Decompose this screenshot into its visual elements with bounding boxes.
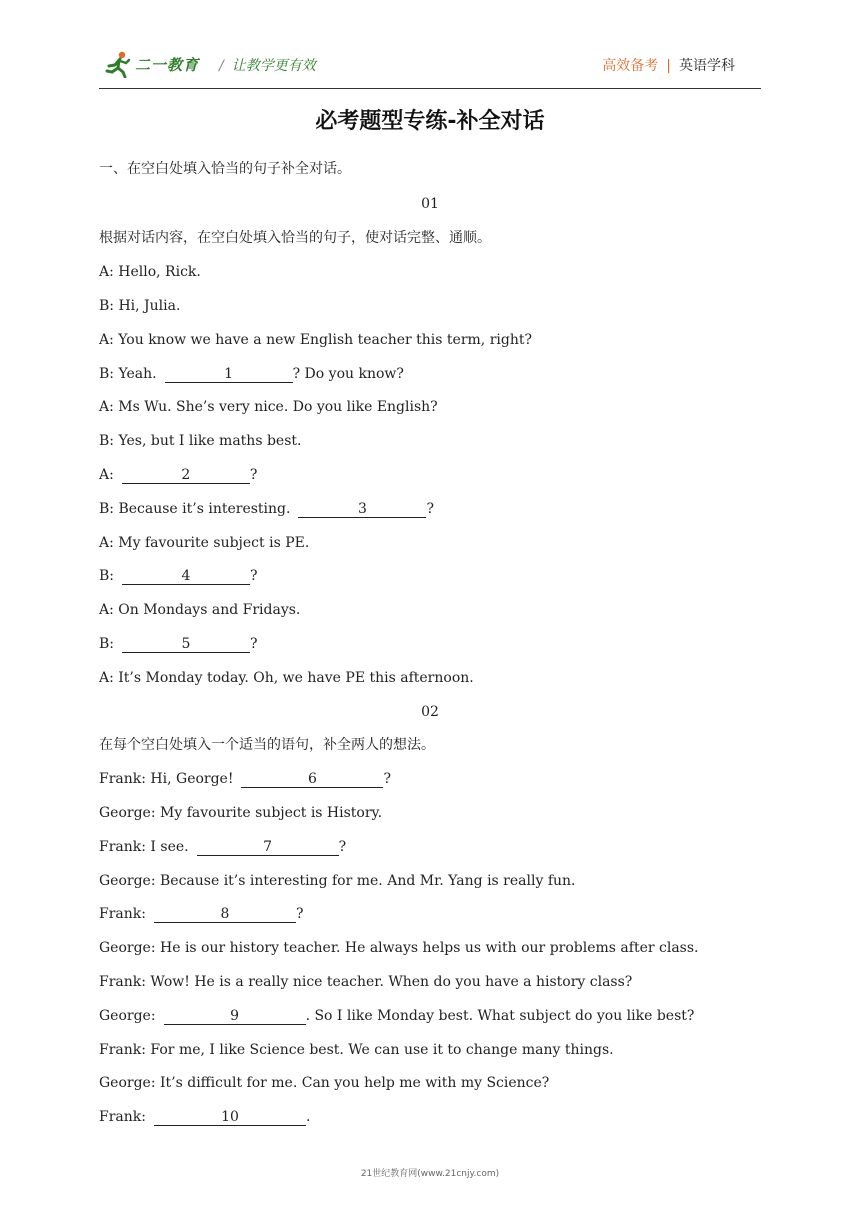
dialogue-line: A: My favourite subject is PE.: [99, 535, 310, 551]
answer-blank[interactable]: 1: [165, 367, 293, 383]
slogan-text: 让教学更有效: [231, 58, 316, 74]
answer-blank[interactable]: 4: [122, 569, 250, 585]
answer-blank[interactable]: 8: [154, 907, 296, 923]
dialogue-line: [99, 635, 258, 653]
instruction: 一、在空白处填入恰当的句子补全对话。: [99, 161, 351, 177]
answer-blank[interactable]: 10: [154, 1110, 306, 1126]
line-prefix: B:: [99, 636, 115, 652]
line-suffix: ?: [295, 906, 304, 922]
dialogue-line: [99, 466, 257, 484]
logo-text: 二一教育: [135, 55, 200, 74]
slogan: [219, 55, 316, 75]
line-suffix: ? Do you know?: [292, 366, 404, 382]
line-prefix: B: Because it’s interesting.: [99, 501, 291, 517]
dialogue-line: George: Because it’s interesting for me. And Mr. Yang is really fun.: [99, 873, 576, 889]
line-suffix: ?: [250, 636, 258, 652]
section-number: 02: [421, 704, 439, 720]
dialogue-line: [99, 838, 346, 856]
answer-blank[interactable]: 9: [164, 1009, 306, 1025]
dialogue-line: [99, 1108, 310, 1126]
line-prefix: Frank: I see.: [99, 839, 189, 855]
section-direction: 在每个空白处填入一个适当的语句，补全两人的想法。: [99, 737, 435, 753]
dialogue-line: [99, 1007, 694, 1025]
line-suffix: ?: [383, 771, 391, 787]
line-suffix: .: [305, 1109, 311, 1125]
line-prefix: B:: [99, 568, 115, 584]
section-number: 01: [421, 196, 439, 212]
tag-separator: |: [666, 58, 671, 74]
header-tags: [602, 55, 735, 75]
page-header: [99, 44, 761, 88]
answer-blank[interactable]: 2: [122, 468, 250, 484]
dialogue-line: A: You know we have a new English teacher this term, right?: [99, 332, 532, 348]
line-suffix: ?: [250, 568, 258, 584]
page-footer: 21世纪教育网(www.21cnjy.com): [360, 1169, 500, 1179]
line-suffix: ?: [338, 839, 347, 855]
slash-divider: /: [219, 58, 224, 74]
dialogue-line: A: Ms Wu. She’s very nice. Do you like English?: [99, 399, 438, 415]
dialogue-line: B: Hi, Julia.: [99, 298, 181, 314]
dialogue-line: [99, 500, 434, 518]
answer-blank[interactable]: 7: [197, 840, 339, 856]
answer-blank[interactable]: 3: [298, 502, 426, 518]
dialogue-line: George: My favourite subject is History.: [99, 805, 383, 821]
dialogue-line: [99, 365, 404, 383]
line-prefix: Frank:: [99, 1109, 146, 1125]
dialogue-line: B: Yes, but I like maths best.: [99, 433, 302, 449]
dialogue-line: A: Hello, Rick.: [99, 264, 201, 280]
logo: [105, 48, 217, 80]
dialogue-line: [99, 770, 391, 788]
line-suffix: ?: [426, 501, 434, 517]
runner-logo-icon: [105, 50, 131, 78]
line-prefix: A:: [99, 467, 114, 483]
line-suffix: . So I like Monday best. What subject do you like best?: [305, 1008, 695, 1024]
dialogue-line: [99, 905, 304, 923]
tag-exam-prep: 高效备考: [602, 58, 659, 74]
dialogue-line: Frank: For me, I like Science best. We can use it to change many things.: [99, 1042, 614, 1058]
line-prefix: George:: [99, 1008, 156, 1024]
dialogue-line: George: He is our history teacher. He always helps us with our problems after class.: [99, 940, 699, 956]
page-title: 必考题型专练-补全对话: [315, 109, 545, 134]
tag-subject: 英语学科: [679, 58, 735, 74]
answer-blank[interactable]: 6: [241, 772, 383, 788]
answer-blank[interactable]: 5: [122, 637, 250, 653]
dialogue-line: A: It’s Monday today. Oh, we have PE this afternoon.: [99, 670, 474, 686]
header-rule: [99, 88, 761, 89]
line-suffix: ?: [249, 467, 258, 483]
dialogue-line: A: On Mondays and Fridays.: [99, 602, 301, 618]
dialogue-line: George: It’s difficult for me. Can you help me with my Science?: [99, 1075, 550, 1091]
dialogue-line: Frank: Wow! He is a really nice teacher. When do you have a history class?: [99, 974, 633, 990]
dialogue-line: [99, 567, 258, 585]
line-prefix: Frank:: [99, 906, 146, 922]
section-direction: 根据对话内容，在空白处填入恰当的句子，使对话完整、通顺。: [99, 230, 491, 246]
line-prefix: Frank: Hi, George!: [99, 771, 234, 787]
line-prefix: B: Yeah.: [99, 366, 157, 382]
